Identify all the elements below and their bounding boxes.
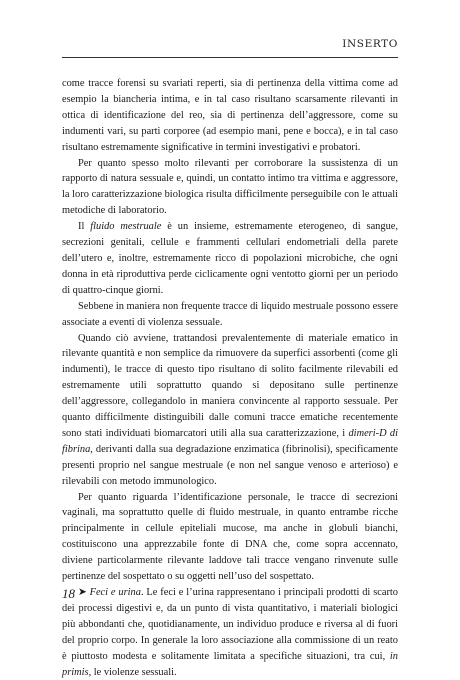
paragraph [62,219,398,299]
paragraph [62,156,398,220]
paragraph [62,299,398,331]
paragraph [62,76,398,156]
text-run: è un insieme, estremamente eterogeneo, di sangue, secrezioni genitali, cellule e frammenti cellulari endometriali della parete dell’utero e, inoltre, estremamente ricco di popolazioni microbiche, che ogni donna in età riproduttiva perde ciclicamente ogni ventotto giorni per un periodo di quattro-cinque giorni. [62,221,398,296]
text-run: , derivanti dalla sua degradazione enzimatica (fibrinolisi), specificamente presenti proprio nel sangue mestruale (e non nel sangue venoso e arterioso) e rilevabili con metodo immunologico. [62,443,398,487]
italic-text: Feci e urina [89,587,141,598]
text-run: Quando ciò avviene, trattandosi prevalentemente di materiale ematico in rilevante quantità e non semplice da rimuovere da superfici assorbenti (come gli indumenti), le tracce di questo tipo risultano di solito facilmente rilevabili ed estremamente utili soprattutto quando si depositano sulle pertinenze dell’aggressore, collegandolo in maniera convincente al rapporto sessuale. Per quanto difficilmente distinguibili dalle comuni tracce ematiche recentemente sono stati individuati biomarcatori utili alla sua caratterizzazione, i [62,332,398,439]
text-run: . Le feci e l’urina rappresentano i principali prodotti di scarto dei processi digestivi e, da un punto di vista quantitativo, i materiali biologici più abbondanti che, quotidianamente, un individuo produce e riversa al di fuori del proprio corpo. In generale la loro associazione alla commissione di un reato è piuttosto modesta e solitamente limitata a specifiche situazioni, tra cui, [62,587,398,662]
text-run: Per quanto spesso molto rilevanti per corroborare la sussistenza di un rapporto di natura sessuale e, quindi, un contatto intimo tra vittima e aggressore, la loro caratterizzazione biologica risulta difficilmente perseguibile con le attuali metodiche di laboratorio. [62,157,398,217]
running-header-title: INSERTO [342,38,398,50]
page-number: 18 [62,586,75,601]
paragraph [62,490,398,585]
text-run: Sebbene in maniera non frequente tracce di liquido mestruale possono essere associate a eventi di violenza sessuale. [62,300,398,328]
text-run: , le violenze sessuali. [88,666,177,678]
paragraph [62,331,398,490]
text-run: come tracce forensi su svariati reperti, sia di pertinenza della vittima come ad esempio la biancheria intima, e in tal caso risultano scarsamente rilevanti in ottica di identificazione del reo, sia di pertinenza dell’aggressore, come su indumenti vari, su parti corporee (ad esempio mani, pene e bocca), e in tal caso risultano estremamente significative in termini investigativi e probatori. [62,78,398,153]
italic-text: in primis [62,650,398,678]
header-divider [62,57,398,58]
text-run: Per quanto riguarda l’identificazione personale, le tracce di secrezioni vaginali, ma soprattutto quelle di fluido mestruale, in quanto entrambe ricche principalmente in cellule epiteliali mucose, ma anche in globuli bianchi, costituiscono una apprezzabile fonte di DNA che, come sopra accennato, diviene particolarmente rilevante laddove tali tracce vengano rinvenute sulle pertinenze del sospettato o su oggetti nell’uso del sospettato. [62,491,398,583]
paragraph [62,585,398,680]
italic-text: fluido mestruale [90,221,162,233]
text-run: Il [78,221,91,233]
italic-text: dimeri-D di fibrina [62,427,398,455]
text-run: ➤ [78,587,90,598]
body-text [62,76,398,680]
